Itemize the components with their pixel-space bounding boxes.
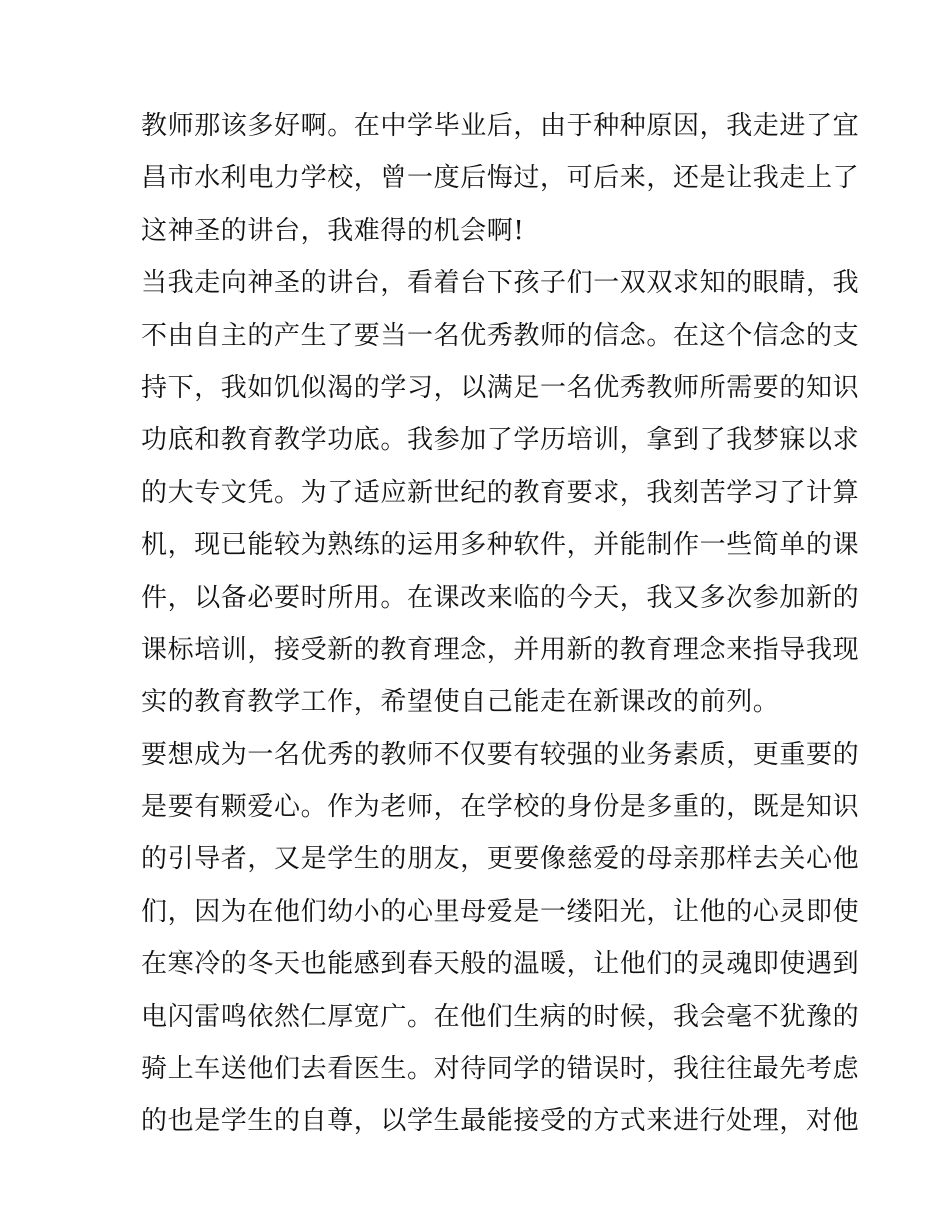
text-line: 实的教育教学工作，希望使自己能走在新课改的前列。 [141, 687, 780, 718]
text-line: 这神圣的讲台，我难得的机会啊! [141, 215, 525, 246]
text-line: 的引导者，又是学生的朋友，更要像慈爱的母亲那样去关心他 [141, 844, 860, 875]
text-line: 的也是学生的自尊，以学生最能接受的方式来进行处理，对他 [141, 1106, 860, 1137]
text-line: 不由自主的产生了要当一名优秀教师的信念。在这个信念的支 [141, 320, 860, 351]
text-line: 机，现已能较为熟练的运用多种软件，并能制作一些简单的课 [141, 530, 860, 561]
text-line: 要想成为一名优秀的教师不仅要有较强的业务素质，更重要的 [141, 739, 860, 770]
text-line: 功底和教育教学功底。我参加了学历培训，拿到了我梦寐以求 [141, 425, 860, 456]
text-line: 昌市水利电力学校，曾一度后悔过，可后来，还是让我走上了 [141, 163, 860, 194]
text-line: 是要有颗爱心。作为老师，在学校的身份是多重的，既是知识 [141, 792, 860, 823]
text-line: 持下，我如饥似渴的学习，以满足一名优秀教师所需要的知识 [141, 372, 860, 403]
text-line: 们，因为在他们幼小的心里母爱是一缕阳光，让他的心灵即使 [141, 896, 860, 927]
text-line: 当我走向神圣的讲台，看着台下孩子们一双双求知的眼睛，我 [141, 268, 860, 299]
text-line: 件，以备必要时所用。在课改来临的今天，我又多次参加新的 [141, 582, 860, 613]
text-line: 的大专文凭。为了适应新世纪的教育要求，我刻苦学习了计算 [141, 477, 860, 508]
text-line: 在寒冷的冬天也能感到春天般的温暖，让他们的灵魂即使遇到 [141, 949, 860, 980]
text-line: 课标培训，接受新的教育理念，并用新的教育理念来指导我现 [141, 634, 860, 665]
text-line: 骑上车送他们去看医生。对待同学的错误时，我往往最先考虑 [141, 1054, 860, 1085]
document-body [141, 100, 860, 1148]
text-line: 教师那该多好啊。在中学毕业后，由于种种原因，我走进了宜 [141, 111, 860, 141]
text-line: 电闪雷鸣依然仁厚宽广。在他们生病的时候，我会毫不犹豫的 [141, 1001, 860, 1032]
